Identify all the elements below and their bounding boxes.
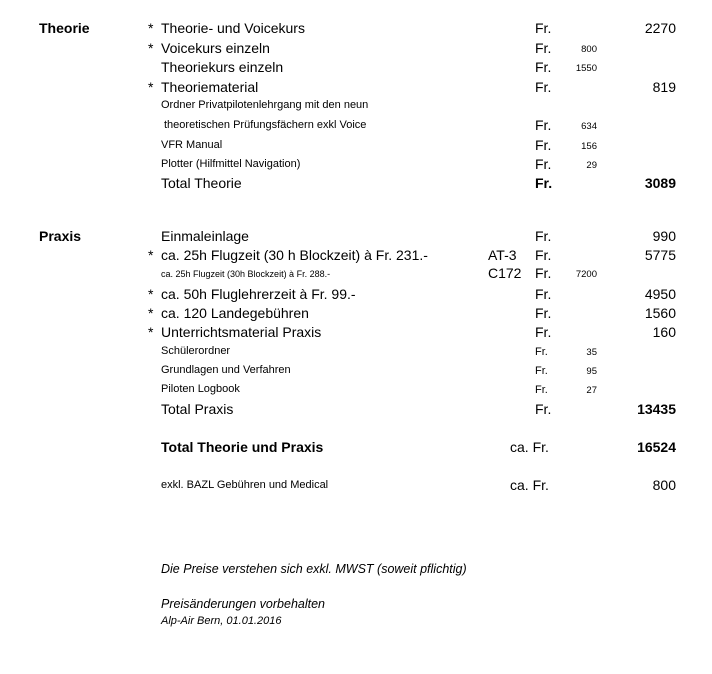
currency: Fr. xyxy=(535,40,552,56)
currency: Fr. xyxy=(535,175,553,191)
total-praxis-value: 13435 xyxy=(637,401,676,417)
item-subvalue: 800 xyxy=(581,44,597,55)
star-marker: * xyxy=(148,20,154,36)
item-subvalue: 634 xyxy=(581,121,597,132)
total-theorie-label: Total Theorie xyxy=(161,175,242,191)
item-label: Theoriematerial xyxy=(161,79,259,95)
item-label: Einmaleinlage xyxy=(161,228,249,244)
total-theorie-value: 3089 xyxy=(644,175,676,191)
star-marker: * xyxy=(148,247,154,263)
extra-currency: ca. Fr. xyxy=(510,477,549,493)
item-subvalue: 27 xyxy=(586,385,597,396)
extra-label: exkl. BAZL Gebühren und Medical xyxy=(161,479,329,491)
item-label: Grundlagen und Verfahren xyxy=(161,364,291,376)
currency: Fr. xyxy=(535,20,552,36)
item-label: Schülerordner xyxy=(161,345,231,357)
currency: Fr. xyxy=(535,59,552,75)
item-subvalue: 29 xyxy=(586,160,597,171)
item-subvalue: 95 xyxy=(586,366,597,377)
currency: Fr. xyxy=(535,137,552,153)
grand-total-label: Total Theorie und Praxis xyxy=(161,439,324,455)
currency: Fr. xyxy=(535,79,552,95)
vat-note: Die Preise verstehen sich exkl. MWST (soweit pflichtig) xyxy=(161,562,467,576)
item-total: 1560 xyxy=(644,305,676,321)
grand-total-currency: ca. Fr. xyxy=(510,439,549,455)
item-total: 2270 xyxy=(644,20,676,36)
star-marker: * xyxy=(148,324,154,340)
extra-value: 800 xyxy=(652,477,676,493)
item-label: Plotter (Hilfmittel Navigation) xyxy=(161,158,301,170)
item-label: Ordner Privatpilotenlehrgang mit den neun xyxy=(161,99,369,111)
currency: Fr. xyxy=(535,265,552,281)
item-label: Voicekurs einzeln xyxy=(161,40,270,56)
item-subvalue: 1550 xyxy=(575,63,597,74)
item-total: 990 xyxy=(652,228,676,244)
item-label: theoretischen Prüfungsfächern exkl Voice xyxy=(164,119,367,131)
item-total: 819 xyxy=(652,79,676,95)
section-label-theorie: Theorie xyxy=(39,20,90,36)
item-label: ca. 120 Landegebühren xyxy=(161,305,309,321)
currency: Fr. xyxy=(535,305,552,321)
section-label-praxis: Praxis xyxy=(39,228,82,244)
star-marker: * xyxy=(148,40,154,56)
currency: Fr. xyxy=(535,156,552,172)
star-marker: * xyxy=(148,305,154,321)
item-label: VFR Manual xyxy=(161,139,223,151)
item-subvalue: 7200 xyxy=(575,269,597,280)
item-label: Theoriekurs einzeln xyxy=(161,59,284,75)
signature-line: Alp-Air Bern, 01.01.2016 xyxy=(161,615,282,627)
grand-total-value: 16524 xyxy=(637,439,676,455)
total-praxis-label: Total Praxis xyxy=(161,401,234,417)
currency: Fr. xyxy=(535,384,548,396)
price-change-note: Preisänderungen vorbehalten xyxy=(161,597,326,611)
aircraft-type: C172 xyxy=(488,265,522,281)
currency: Fr. xyxy=(535,228,552,244)
currency: Fr. xyxy=(535,365,548,377)
currency: Fr. xyxy=(535,286,552,302)
currency: Fr. xyxy=(535,117,552,133)
item-label: ca. 25h Flugzeit (30 h Blockzeit) à Fr. 231.- xyxy=(161,247,428,263)
currency: Fr. xyxy=(535,247,552,263)
aircraft-type: AT-3 xyxy=(488,247,517,263)
currency: Fr. xyxy=(535,346,548,358)
item-label: Piloten Logbook xyxy=(161,383,240,395)
item-total: 4950 xyxy=(644,286,676,302)
currency: Fr. xyxy=(535,324,552,340)
item-label: Theorie- und Voicekurs xyxy=(161,20,305,36)
item-subvalue: 156 xyxy=(581,141,597,152)
item-label: ca. 50h Fluglehrerzeit à Fr. 99.- xyxy=(161,286,356,302)
item-total: 5775 xyxy=(644,247,676,263)
star-marker: * xyxy=(148,286,154,302)
star-marker: * xyxy=(148,79,154,95)
item-subvalue: 35 xyxy=(586,347,597,358)
currency: Fr. xyxy=(535,401,552,417)
item-total: 160 xyxy=(652,324,676,340)
item-label: Unterrichtsmaterial Praxis xyxy=(161,324,322,340)
item-label: ca. 25h Flugzeit (30h Blockzeit) à Fr. 288.- xyxy=(161,269,331,279)
